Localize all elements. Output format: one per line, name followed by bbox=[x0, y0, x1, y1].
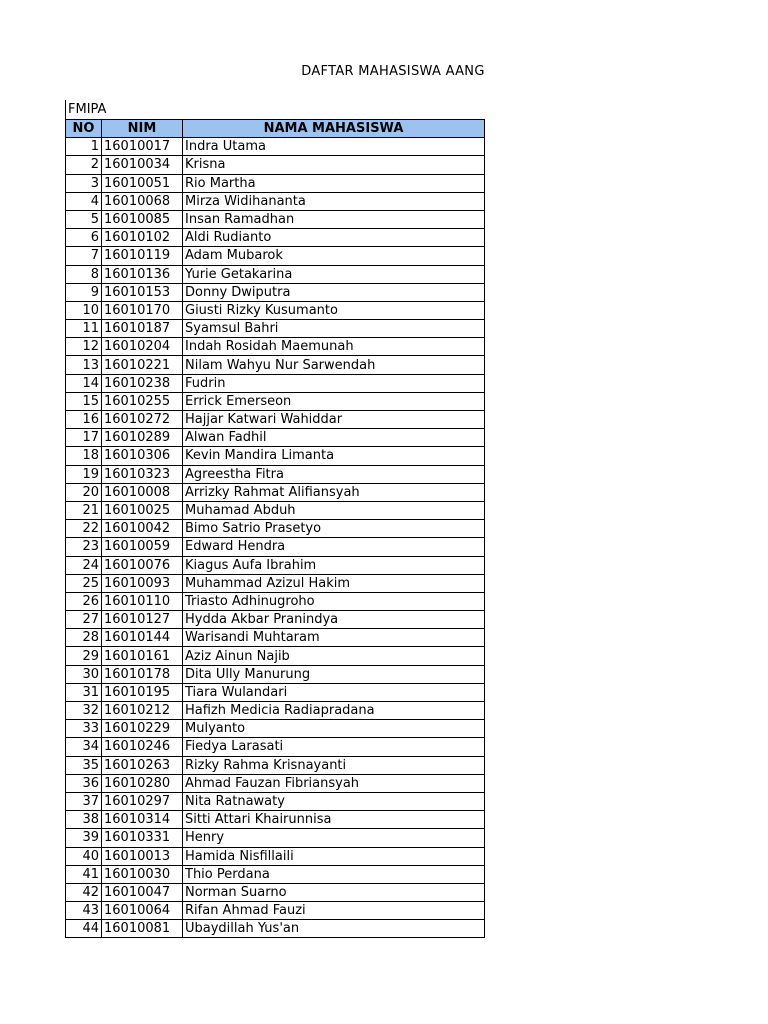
student-name-cell: Alwan Fadhil bbox=[183, 429, 485, 447]
nim-cell: 16010255 bbox=[102, 392, 183, 410]
student-name-cell: Henry bbox=[183, 829, 485, 847]
nim-cell: 16010323 bbox=[102, 465, 183, 483]
nim-cell: 16010030 bbox=[102, 865, 183, 883]
student-name-cell: Edward Hendra bbox=[183, 538, 485, 556]
table-row bbox=[66, 792, 485, 810]
table-row bbox=[66, 465, 485, 483]
nim-cell: 16010051 bbox=[102, 174, 183, 192]
table-row bbox=[66, 883, 485, 901]
student-name-cell: Muhammad Azizul Hakim bbox=[183, 574, 485, 592]
table-row bbox=[66, 283, 485, 301]
column-header-name: NAMA MAHASISWA bbox=[183, 120, 485, 138]
student-name-cell: Hydda Akbar Pranindya bbox=[183, 611, 485, 629]
student-name-cell: Nita Ratnawaty bbox=[183, 792, 485, 810]
row-number-cell: 34 bbox=[66, 738, 102, 756]
student-name-cell: Errick Emerseon bbox=[183, 392, 485, 410]
table-row bbox=[66, 665, 485, 683]
table-row bbox=[66, 847, 485, 865]
nim-cell: 16010187 bbox=[102, 320, 183, 338]
row-number-cell: 3 bbox=[66, 174, 102, 192]
student-name-cell: Donny Dwiputra bbox=[183, 283, 485, 301]
student-name-cell: Mulyanto bbox=[183, 720, 485, 738]
nim-cell: 16010025 bbox=[102, 501, 183, 519]
table-row bbox=[66, 156, 485, 174]
student-name-cell: Adam Mubarok bbox=[183, 247, 485, 265]
student-name-cell: Indra Utama bbox=[183, 138, 485, 156]
student-name-cell: Fudrin bbox=[183, 374, 485, 392]
row-number-cell: 17 bbox=[66, 429, 102, 447]
student-name-cell: Ubaydillah Yus'an bbox=[183, 920, 485, 938]
table-row bbox=[66, 738, 485, 756]
table-row bbox=[66, 920, 485, 938]
student-name-cell: Hajjar Katwari Wahiddar bbox=[183, 411, 485, 429]
student-name-cell: Aziz Ainun Najib bbox=[183, 647, 485, 665]
table-row bbox=[66, 774, 485, 792]
nim-cell: 16010297 bbox=[102, 792, 183, 810]
row-number-cell: 24 bbox=[66, 556, 102, 574]
student-name-cell: Syamsul Bahri bbox=[183, 320, 485, 338]
student-name-cell: Insan Ramadhan bbox=[183, 210, 485, 228]
row-number-cell: 37 bbox=[66, 792, 102, 810]
student-name-cell: Indah Rosidah Maemunah bbox=[183, 338, 485, 356]
nim-cell: 16010119 bbox=[102, 247, 183, 265]
table-body bbox=[66, 138, 485, 938]
table-row bbox=[66, 720, 485, 738]
table-row bbox=[66, 520, 485, 538]
row-number-cell: 32 bbox=[66, 702, 102, 720]
row-number-cell: 39 bbox=[66, 829, 102, 847]
row-number-cell: 19 bbox=[66, 465, 102, 483]
table-row bbox=[66, 392, 485, 410]
row-number-cell: 8 bbox=[66, 265, 102, 283]
row-number-cell: 26 bbox=[66, 592, 102, 610]
nim-cell: 16010229 bbox=[102, 720, 183, 738]
nim-cell: 16010013 bbox=[102, 847, 183, 865]
nim-cell: 16010280 bbox=[102, 774, 183, 792]
table-row bbox=[66, 483, 485, 501]
nim-cell: 16010034 bbox=[102, 156, 183, 174]
table-row bbox=[66, 538, 485, 556]
nim-cell: 16010272 bbox=[102, 411, 183, 429]
student-name-cell: Fiedya Larasati bbox=[183, 738, 485, 756]
section-label: FMIPA bbox=[65, 100, 106, 119]
student-name-cell: Agreestha Fitra bbox=[183, 465, 485, 483]
nim-cell: 16010331 bbox=[102, 829, 183, 847]
row-number-cell: 42 bbox=[66, 883, 102, 901]
student-name-cell: Krisna bbox=[183, 156, 485, 174]
row-number-cell: 38 bbox=[66, 811, 102, 829]
student-name-cell: Aldi Rudianto bbox=[183, 229, 485, 247]
nim-cell: 16010110 bbox=[102, 592, 183, 610]
table-row bbox=[66, 192, 485, 210]
row-number-cell: 23 bbox=[66, 538, 102, 556]
student-name-cell: Rizky Rahma Krisnayanti bbox=[183, 756, 485, 774]
nim-cell: 16010008 bbox=[102, 483, 183, 501]
row-number-cell: 31 bbox=[66, 683, 102, 701]
nim-cell: 16010017 bbox=[102, 138, 183, 156]
student-name-cell: Triasto Adhinugroho bbox=[183, 592, 485, 610]
row-number-cell: 10 bbox=[66, 301, 102, 319]
table-row bbox=[66, 229, 485, 247]
nim-cell: 16010289 bbox=[102, 429, 183, 447]
table-row bbox=[66, 320, 485, 338]
nim-cell: 16010238 bbox=[102, 374, 183, 392]
nim-cell: 16010204 bbox=[102, 338, 183, 356]
table-row bbox=[66, 556, 485, 574]
table-row bbox=[66, 447, 485, 465]
table-row bbox=[66, 865, 485, 883]
table-row bbox=[66, 829, 485, 847]
row-number-cell: 13 bbox=[66, 356, 102, 374]
row-number-cell: 21 bbox=[66, 501, 102, 519]
table-row bbox=[66, 265, 485, 283]
row-number-cell: 35 bbox=[66, 756, 102, 774]
student-name-cell: Hamida Nisfillaili bbox=[183, 847, 485, 865]
nim-cell: 16010042 bbox=[102, 520, 183, 538]
row-number-cell: 11 bbox=[66, 320, 102, 338]
row-number-cell: 29 bbox=[66, 647, 102, 665]
nim-cell: 16010127 bbox=[102, 611, 183, 629]
row-number-cell: 30 bbox=[66, 665, 102, 683]
nim-cell: 16010085 bbox=[102, 210, 183, 228]
nim-cell: 16010047 bbox=[102, 883, 183, 901]
row-number-cell: 6 bbox=[66, 229, 102, 247]
nim-cell: 16010246 bbox=[102, 738, 183, 756]
row-number-cell: 15 bbox=[66, 392, 102, 410]
student-name-cell: Arrizky Rahmat Alifiansyah bbox=[183, 483, 485, 501]
table-row bbox=[66, 411, 485, 429]
row-number-cell: 2 bbox=[66, 156, 102, 174]
row-number-cell: 9 bbox=[66, 283, 102, 301]
nim-cell: 16010076 bbox=[102, 556, 183, 574]
row-number-cell: 1 bbox=[66, 138, 102, 156]
table-row bbox=[66, 647, 485, 665]
row-number-cell: 12 bbox=[66, 338, 102, 356]
table-row bbox=[66, 338, 485, 356]
table-row bbox=[66, 210, 485, 228]
row-number-cell: 43 bbox=[66, 902, 102, 920]
student-name-cell: Warisandi Muhtaram bbox=[183, 629, 485, 647]
row-number-cell: 7 bbox=[66, 247, 102, 265]
student-name-cell: Bimo Satrio Prasetyo bbox=[183, 520, 485, 538]
row-number-cell: 41 bbox=[66, 865, 102, 883]
nim-cell: 16010153 bbox=[102, 283, 183, 301]
table-row bbox=[66, 756, 485, 774]
nim-cell: 16010059 bbox=[102, 538, 183, 556]
row-number-cell: 27 bbox=[66, 611, 102, 629]
nim-cell: 16010314 bbox=[102, 811, 183, 829]
student-name-cell: Sitti Attari Khairunnisa bbox=[183, 811, 485, 829]
nim-cell: 16010093 bbox=[102, 574, 183, 592]
nim-cell: 16010221 bbox=[102, 356, 183, 374]
student-name-cell: Giusti Rizky Kusumanto bbox=[183, 301, 485, 319]
student-name-cell: Kiagus Aufa Ibrahim bbox=[183, 556, 485, 574]
row-number-cell: 28 bbox=[66, 629, 102, 647]
student-name-cell: Mirza Widihananta bbox=[183, 192, 485, 210]
table-row bbox=[66, 138, 485, 156]
student-name-cell: Rifan Ahmad Fauzi bbox=[183, 902, 485, 920]
table-row bbox=[66, 902, 485, 920]
nim-cell: 16010068 bbox=[102, 192, 183, 210]
nim-cell: 16010144 bbox=[102, 629, 183, 647]
student-table bbox=[65, 119, 485, 938]
table-row bbox=[66, 811, 485, 829]
row-number-cell: 4 bbox=[66, 192, 102, 210]
table-row bbox=[66, 301, 485, 319]
table-row bbox=[66, 702, 485, 720]
row-number-cell: 18 bbox=[66, 447, 102, 465]
student-name-cell: Tiara Wulandari bbox=[183, 683, 485, 701]
table-row bbox=[66, 629, 485, 647]
nim-cell: 16010263 bbox=[102, 756, 183, 774]
table-row bbox=[66, 429, 485, 447]
table-row bbox=[66, 374, 485, 392]
row-number-cell: 25 bbox=[66, 574, 102, 592]
table-row bbox=[66, 174, 485, 192]
student-name-cell: Norman Suarno bbox=[183, 883, 485, 901]
student-name-cell: Hafizh Medicia Radiapradana bbox=[183, 702, 485, 720]
nim-cell: 16010178 bbox=[102, 665, 183, 683]
student-name-cell: Muhamad Abduh bbox=[183, 501, 485, 519]
student-name-cell: Nilam Wahyu Nur Sarwendah bbox=[183, 356, 485, 374]
row-number-cell: 16 bbox=[66, 411, 102, 429]
student-name-cell: Yurie Getakarina bbox=[183, 265, 485, 283]
row-number-cell: 14 bbox=[66, 374, 102, 392]
nim-cell: 16010195 bbox=[102, 683, 183, 701]
table-row bbox=[66, 501, 485, 519]
student-name-cell: Kevin Mandira Limanta bbox=[183, 447, 485, 465]
table-row bbox=[66, 574, 485, 592]
row-number-cell: 44 bbox=[66, 920, 102, 938]
student-name-cell: Ahmad Fauzan Fibriansyah bbox=[183, 774, 485, 792]
table-row bbox=[66, 611, 485, 629]
row-number-cell: 40 bbox=[66, 847, 102, 865]
row-number-cell: 5 bbox=[66, 210, 102, 228]
table-row bbox=[66, 683, 485, 701]
nim-cell: 16010212 bbox=[102, 702, 183, 720]
row-number-cell: 36 bbox=[66, 774, 102, 792]
student-name-cell: Dita Ully Manurung bbox=[183, 665, 485, 683]
nim-cell: 16010081 bbox=[102, 920, 183, 938]
nim-cell: 16010161 bbox=[102, 647, 183, 665]
row-number-cell: 33 bbox=[66, 720, 102, 738]
table-header-row bbox=[66, 120, 485, 138]
table-row bbox=[66, 356, 485, 374]
table-row bbox=[66, 247, 485, 265]
student-name-cell: Thio Perdana bbox=[183, 865, 485, 883]
row-number-cell: 20 bbox=[66, 483, 102, 501]
nim-cell: 16010306 bbox=[102, 447, 183, 465]
student-name-cell: Rio Martha bbox=[183, 174, 485, 192]
page-title: DAFTAR MAHASISWA AANG bbox=[301, 64, 485, 79]
table-row bbox=[66, 592, 485, 610]
nim-cell: 16010102 bbox=[102, 229, 183, 247]
row-number-cell: 22 bbox=[66, 520, 102, 538]
nim-cell: 16010170 bbox=[102, 301, 183, 319]
column-header-nim: NIM bbox=[102, 120, 183, 138]
nim-cell: 16010064 bbox=[102, 902, 183, 920]
column-header-no: NO bbox=[66, 120, 102, 138]
nim-cell: 16010136 bbox=[102, 265, 183, 283]
